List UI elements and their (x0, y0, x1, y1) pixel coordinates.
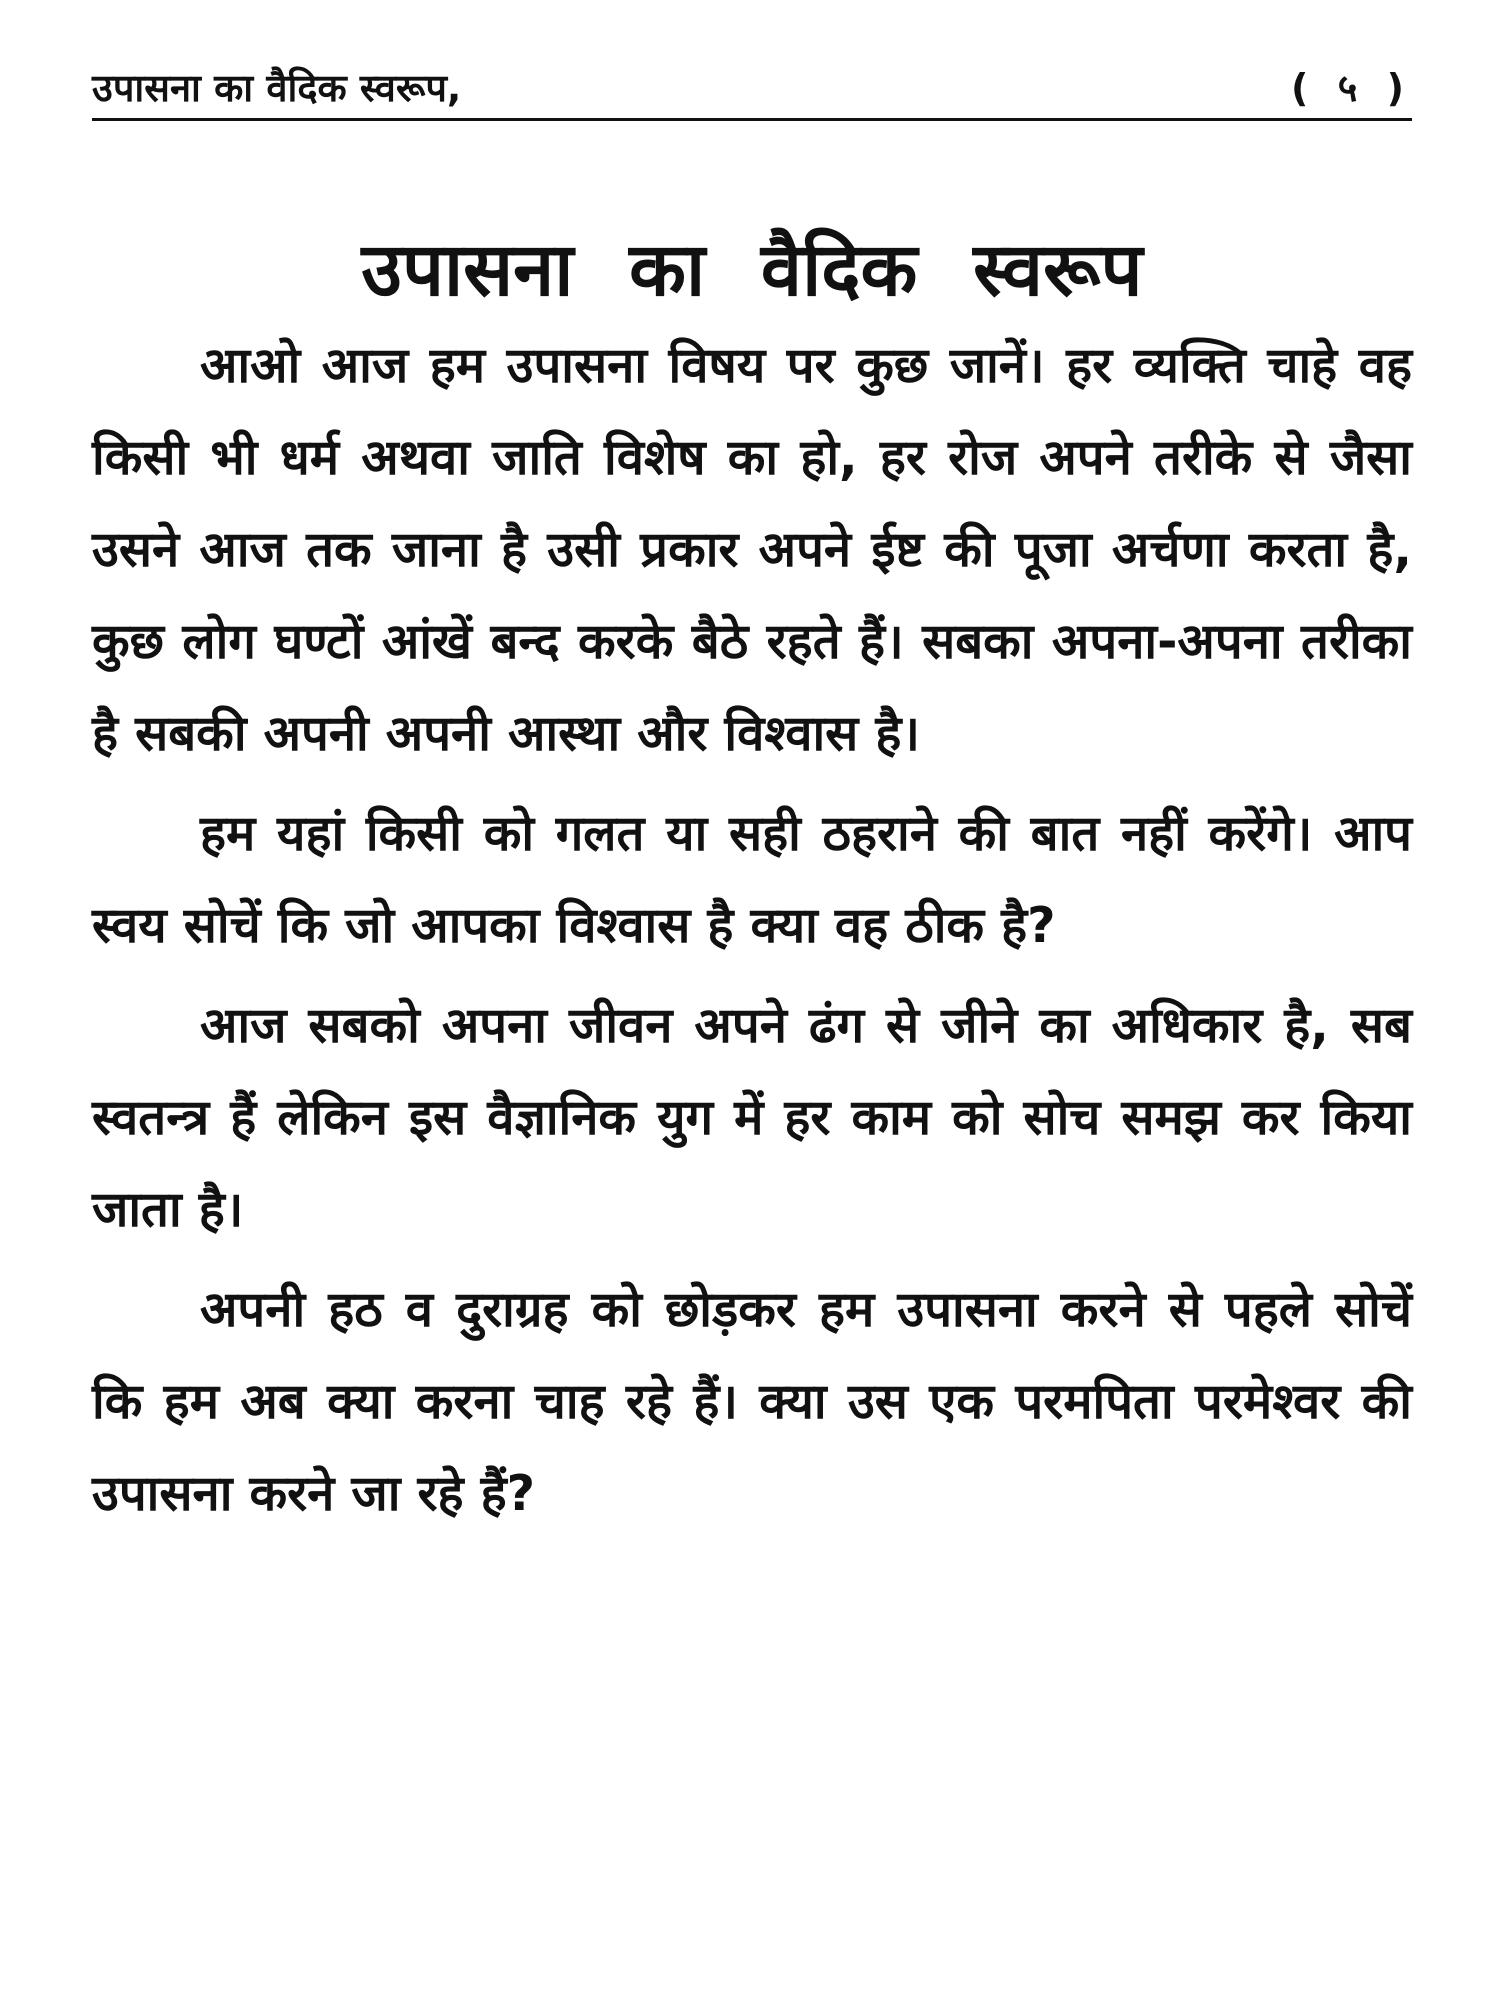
body-text (92, 320, 1412, 1920)
paragraph-3: आज सबको अपना जीवन अपने ढंग से जीने का अधिकार है, सब स्वतन्त्र हैं लेकिन इस वैज्ञानिक युग में हर काम को सोच समझ कर किया जाता है। (92, 997, 1412, 1238)
chapter-title: उपासना का वैदिक स्वरूप (361, 226, 1143, 313)
running-title: उपासना का वैदिक स्वरूप, (92, 66, 462, 110)
running-header (92, 58, 1412, 121)
paragraph-2: हम यहां किसी को गलत या सही ठहराने की बात नहीं करेंगे। आप स्वय सोचें कि जो आपका विश्वास है क्या वह ठीक है? (92, 805, 1412, 954)
paragraph-4: अपनी हठ व दुराग्रह को छोड़कर हम उपासना करने से पहले सोचें कि हम अब क्या करना चाह रहे हैं। क्या उस एक परमपिता परमेश्वर की उपासना करने जा रहे हैं? (92, 1281, 1412, 1522)
page-number: ( ५ ) (1291, 66, 1412, 110)
paragraph-1: आओ आज हम उपासना विषय पर कुछ जानें। हर व्यक्ति चाहे वह किसी भी धर्म अथवा जाति विशेष का हो, हर रोज अपने तरीके से जैसा उसने आज तक जाना है उसी प्रकार अपने ईष्ट की पूजा अर्चणा करता है, कुछ लोग घण्टों आंखें बन्द करके बैठे रहते हैं। सबका अपना-अपना तरीका है सबकी अपनी अपनी आस्था और विश्वास है। (92, 337, 1412, 762)
